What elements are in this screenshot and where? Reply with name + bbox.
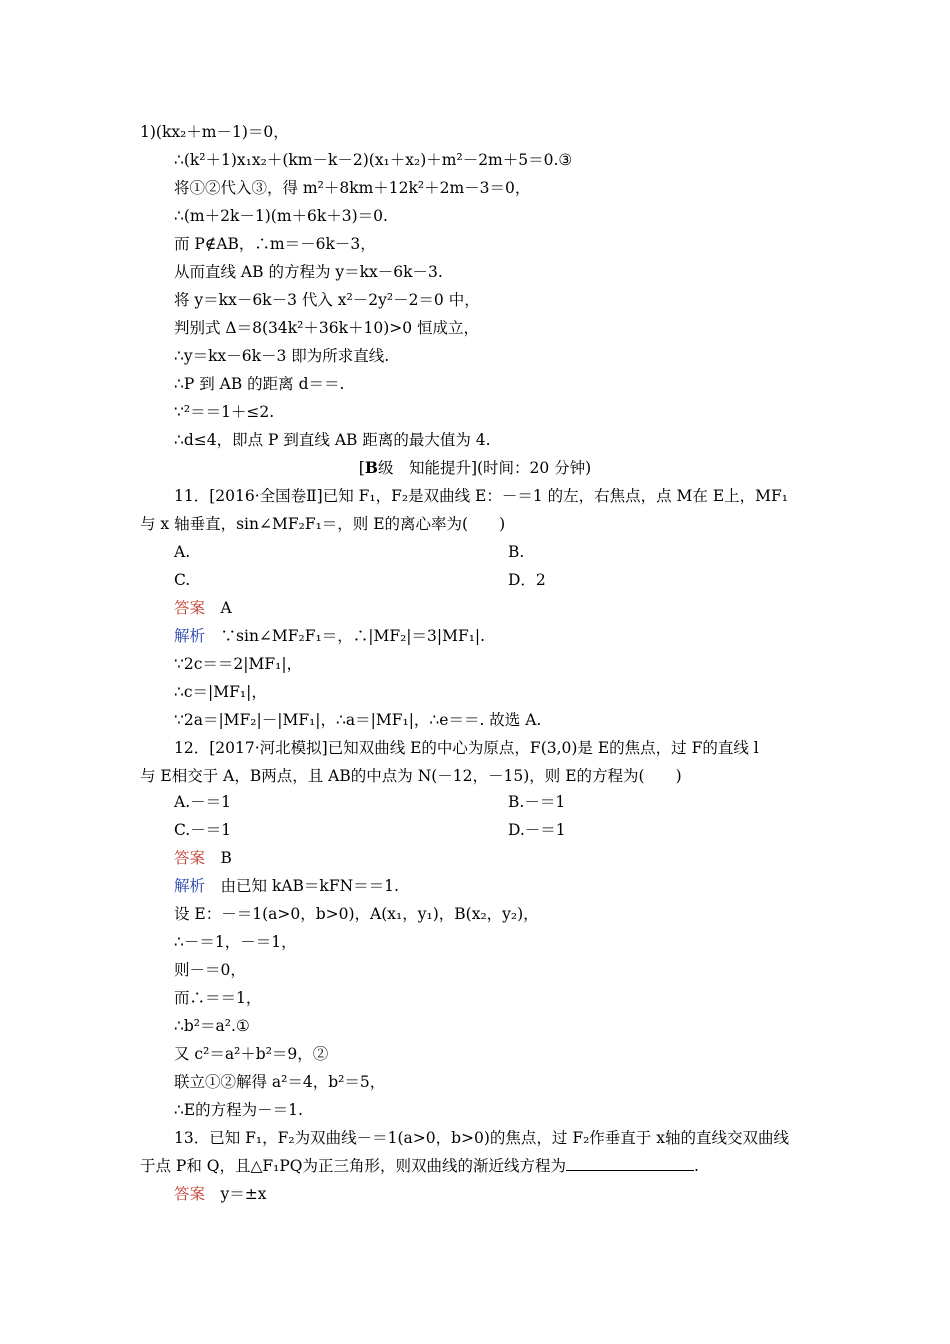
question-13-stem-period: . <box>694 1157 699 1175</box>
question-11-analysis <box>174 626 485 646</box>
question-13-stem-text: 于点 P和 Q，且△F₁PQ为正三角形，则双曲线的渐近线方程为 <box>140 1157 567 1175</box>
answer-value: B <box>220 849 232 867</box>
analysis-line: ∵2a＝|MF₂|－|MF₁|，∴a＝|MF₁|，∴e＝＝. 故选 A. <box>174 711 542 729</box>
answer-label: 答案 <box>174 1185 206 1203</box>
question-12-answer <box>174 848 232 868</box>
answer-label: 答案 <box>174 849 206 867</box>
section-heading: [B级 知能提升](时间：20 分钟) <box>358 458 592 477</box>
question-13-stem: 13．已知 F₁，F₂为双曲线－＝1(a>0，b>0)的焦点，过 F₂作垂直于 x轴的直线交双曲线 <box>174 1129 789 1147</box>
question-13-answer <box>174 1184 267 1204</box>
answer-blank <box>566 1156 694 1171</box>
question-11-option-b: B. <box>508 543 525 561</box>
section-level: B <box>364 458 378 477</box>
analysis-line: ∴b²＝a².① <box>174 1017 250 1035</box>
question-11-option-d: D．2 <box>508 571 546 589</box>
analysis-line: ∴E的方程为－＝1. <box>174 1101 303 1119</box>
solution-line: 从而直线 AB 的方程为 y＝kx－6k－3. <box>174 263 443 281</box>
section-heading-text: 级 知能提升](时间：20 分钟) <box>377 459 592 477</box>
solution-line: ∴y＝kx－6k－3 即为所求直线. <box>174 347 390 365</box>
analysis-label: 解析 <box>174 877 206 895</box>
solution-line: ∴P 到 AB 的距离 d＝＝. <box>174 375 345 393</box>
question-11-stem: 11．[2016·全国卷Ⅱ]已知 F₁，F₂是双曲线 E：－＝1 的左，右焦点，点 M在 E上，MF₁ <box>174 487 789 505</box>
question-12-option-d: D.－＝1 <box>508 821 566 839</box>
analysis-label: 解析 <box>174 627 206 645</box>
analysis-line: 则－＝0， <box>174 961 246 979</box>
solution-line: 而 P∉AB，∴m＝－6k－3， <box>174 235 376 253</box>
analysis-line: ∵2c＝＝2|MF₁|， <box>174 655 303 673</box>
question-12-option-b: B.－＝1 <box>508 793 566 811</box>
question-12-analysis <box>174 876 399 896</box>
analysis-line: 而∴＝＝1， <box>174 989 262 1007</box>
solution-line: ∴(m＋2k－1)(m＋6k＋3)＝0. <box>174 207 388 225</box>
solution-line: 判别式 Δ＝8(34k²＋36k＋10)>0 恒成立， <box>174 319 480 337</box>
analysis-text: 由已知 kAB＝kFN＝＝1. <box>220 877 399 895</box>
analysis-line: ∴－＝1，－＝1， <box>174 933 297 951</box>
analysis-line: 联立①②解得 a²＝4，b²＝5， <box>174 1073 386 1091</box>
question-11-answer <box>174 598 232 618</box>
question-13-stem-cont <box>140 1156 699 1176</box>
question-12-option-a: A.－＝1 <box>174 793 231 811</box>
solution-line: ∵²＝＝1＋≤2. <box>174 403 275 421</box>
analysis-line: 设 E：－＝1(a>0，b>0)，A(x₁，y₁)，B(x₂，y₂)， <box>174 905 539 923</box>
question-12-stem-cont: 与 E相交于 A，B两点，且 AB的中点为 N(－12，－15)，则 E的方程为( ) <box>140 767 682 785</box>
answer-value: y＝±x <box>220 1185 267 1203</box>
solution-line: 1)(kx₂＋m－1)＝0， <box>140 123 289 141</box>
question-11-option-a: A. <box>174 543 191 561</box>
solution-line: 将①②代入③，得 m²＋8km＋12k²＋2m－3＝0， <box>174 179 531 197</box>
analysis-line: ∴c＝|MF₁|， <box>174 683 267 701</box>
question-11-stem-cont: 与 x 轴垂直，sin∠MF₂F₁＝，则 E的离心率为( ) <box>140 515 506 533</box>
analysis-line: 又 c²＝a²＋b²＝9，② <box>174 1045 329 1063</box>
answer-label: 答案 <box>174 599 206 617</box>
question-11-option-c: C. <box>174 571 191 589</box>
solution-line: 将 y＝kx－6k－3 代入 x²－2y²－2＝0 中， <box>174 291 480 309</box>
analysis-text: ∵sin∠MF₂F₁＝，∴|MF₂|＝3|MF₁|. <box>220 627 486 645</box>
answer-value: A <box>220 599 232 617</box>
solution-line: ∴d≤4，即点 P 到直线 AB 距离的最大值为 4. <box>174 431 491 449</box>
solution-line: ∴(k²＋1)x₁x₂＋(km－k－2)(x₁＋x₂)＋m²－2m＋5＝0.③ <box>174 151 573 169</box>
question-12-stem: 12．[2017·河北模拟]已知双曲线 E的中心为原点，F(3,0)是 E的焦点，过 F的直线 l <box>174 739 759 757</box>
question-12-option-c: C.－＝1 <box>174 821 232 839</box>
